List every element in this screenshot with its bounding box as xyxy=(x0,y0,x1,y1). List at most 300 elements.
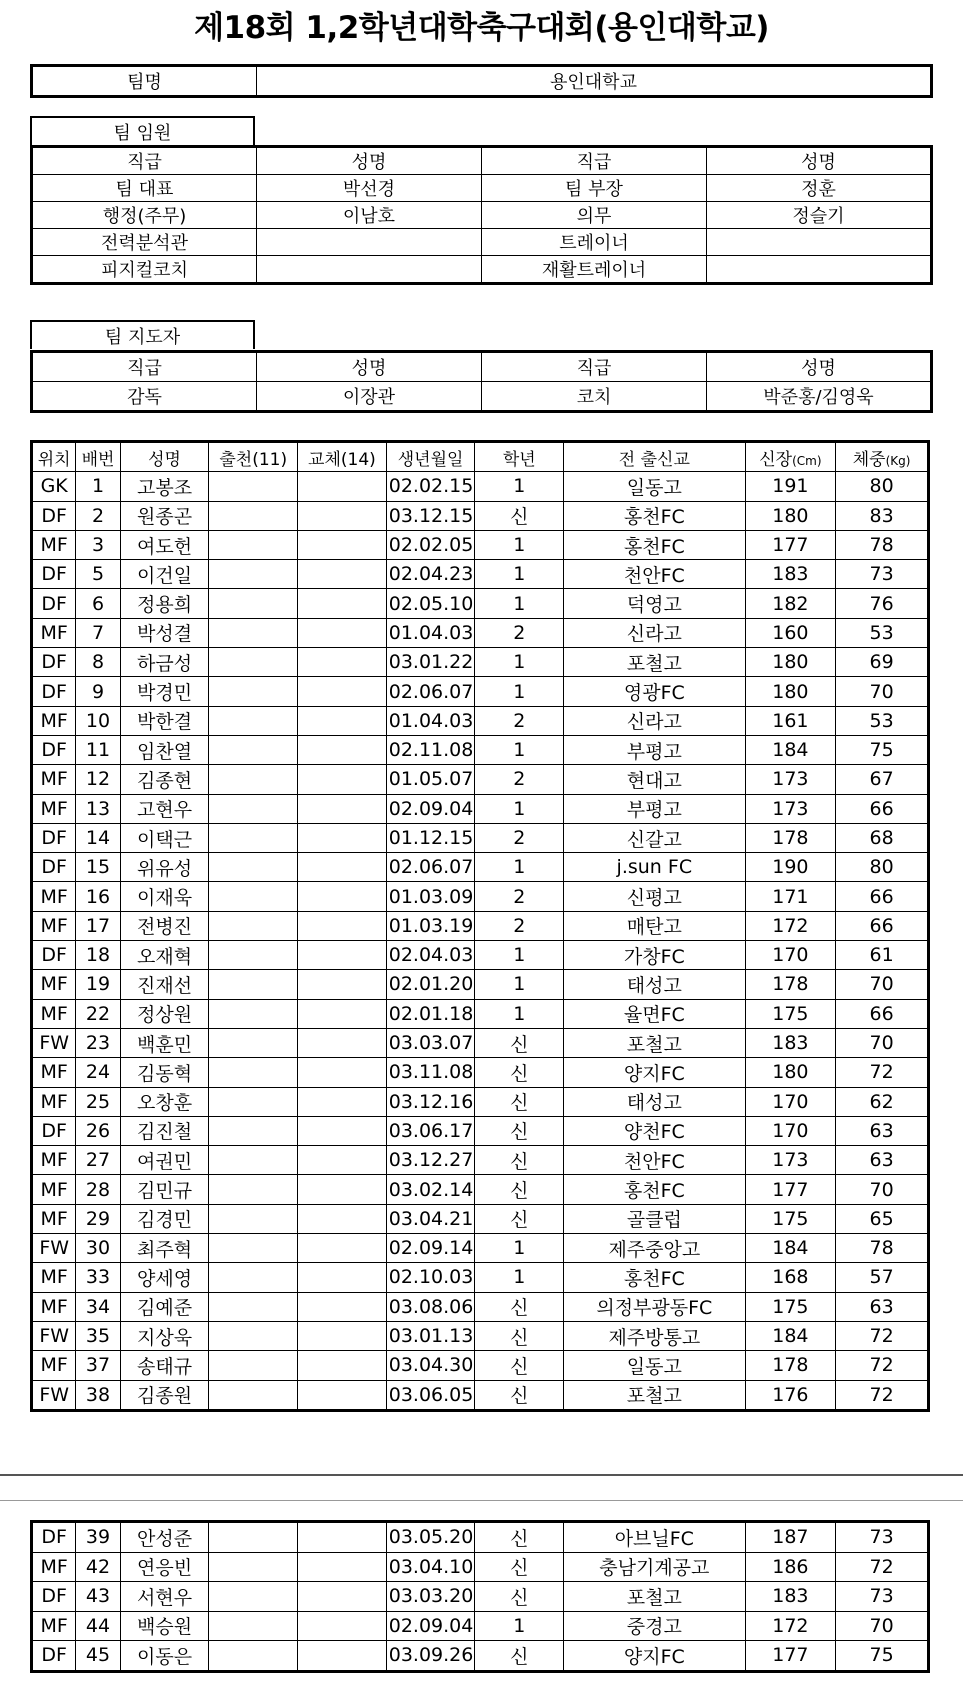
sub-cell xyxy=(298,501,387,530)
position-cell: MF xyxy=(32,1552,76,1582)
header-school: 전 출신교 xyxy=(564,442,745,472)
team-name-row xyxy=(32,66,932,97)
dob-cell: 02.02.15 xyxy=(386,472,475,501)
player-name-cell: 연응빈 xyxy=(120,1552,209,1582)
start-cell xyxy=(209,472,298,501)
grade-cell: 신 xyxy=(475,1058,564,1087)
dob-cell: 02.09.14 xyxy=(386,1234,475,1263)
rank-cell: 행정(주무) xyxy=(32,202,257,229)
rank-cell: 전력분석관 xyxy=(32,229,257,256)
grade-cell: 신 xyxy=(475,1321,564,1350)
dob-cell: 03.11.08 xyxy=(386,1058,475,1087)
staff-title-label: 팀 임원 xyxy=(31,117,254,145)
number-cell: 11 xyxy=(76,735,120,764)
player-name-cell: 임찬열 xyxy=(120,735,209,764)
number-cell: 37 xyxy=(76,1351,120,1380)
table-row xyxy=(32,706,929,735)
number-cell: 7 xyxy=(76,618,120,647)
table-row xyxy=(32,589,929,618)
sub-cell xyxy=(298,911,387,940)
dob-cell: 03.05.20 xyxy=(386,1522,475,1553)
sub-cell xyxy=(298,1582,387,1612)
player-name-cell: 양세영 xyxy=(120,1263,209,1292)
weight-cell: 70 xyxy=(836,677,929,706)
grade-cell: 2 xyxy=(475,882,564,911)
roster-table-continued xyxy=(30,1520,930,1673)
start-cell xyxy=(209,999,298,1028)
grade-cell: 신 xyxy=(475,1582,564,1612)
player-name-cell: 이건일 xyxy=(120,560,209,589)
start-cell xyxy=(209,765,298,794)
name-cell xyxy=(257,229,482,256)
name-cell: 정슬기 xyxy=(707,202,932,229)
number-cell: 5 xyxy=(76,560,120,589)
dob-cell: 02.04.03 xyxy=(386,941,475,970)
grade-cell: 1 xyxy=(475,853,564,882)
school-cell: 아브닐FC xyxy=(564,1522,745,1553)
dob-cell: 03.03.07 xyxy=(386,1028,475,1057)
rank-cell: 피지컬코치 xyxy=(32,256,257,284)
position-cell: FW xyxy=(32,1321,76,1350)
name-cell: 박선경 xyxy=(257,175,482,202)
table-row xyxy=(32,941,929,970)
table-row xyxy=(32,1175,929,1204)
dob-cell: 02.09.04 xyxy=(386,794,475,823)
number-cell: 43 xyxy=(76,1582,120,1612)
dob-cell: 02.06.07 xyxy=(386,677,475,706)
rank-cell: 의무 xyxy=(482,202,707,229)
table-row xyxy=(32,202,932,229)
start-cell xyxy=(209,1116,298,1145)
school-cell: 양천FC xyxy=(564,1116,745,1145)
school-cell: 신라고 xyxy=(564,706,745,735)
number-cell: 2 xyxy=(76,501,120,530)
height-cell: 175 xyxy=(745,1292,836,1321)
player-name-cell: 이택근 xyxy=(120,823,209,852)
weight-cell: 70 xyxy=(836,1611,929,1641)
player-name-cell: 이동은 xyxy=(120,1641,209,1672)
player-name-cell: 박한결 xyxy=(120,706,209,735)
school-cell: 천안FC xyxy=(564,1146,745,1175)
table-row xyxy=(32,677,929,706)
grade-cell: 2 xyxy=(475,618,564,647)
school-cell: j.sun FC xyxy=(564,853,745,882)
position-cell: MF xyxy=(32,530,76,559)
number-cell: 15 xyxy=(76,853,120,882)
school-cell: 제주중앙고 xyxy=(564,1234,745,1263)
table-row xyxy=(32,256,932,284)
start-cell xyxy=(209,1351,298,1380)
number-cell: 29 xyxy=(76,1204,120,1233)
school-cell: 부평고 xyxy=(564,794,745,823)
player-name-cell: 백승원 xyxy=(120,1611,209,1641)
school-cell: 양지FC xyxy=(564,1641,745,1672)
page-break-line xyxy=(0,1474,963,1476)
grade-cell: 1 xyxy=(475,472,564,501)
weight-cell: 57 xyxy=(836,1263,929,1292)
height-cell: 177 xyxy=(745,1641,836,1672)
height-cell: 173 xyxy=(745,1146,836,1175)
header-start: 출천(11) xyxy=(209,442,298,472)
rank-cell: 재활트레이너 xyxy=(482,256,707,284)
start-cell xyxy=(209,1087,298,1116)
dob-cell: 03.06.05 xyxy=(386,1380,475,1410)
rank-cell: 팀 부장 xyxy=(482,175,707,202)
header-sub: 교체(14) xyxy=(298,442,387,472)
height-cell: 160 xyxy=(745,618,836,647)
table-row xyxy=(32,970,929,999)
grade-cell: 1 xyxy=(475,677,564,706)
team-name-label: 팀명 xyxy=(32,66,257,97)
start-cell xyxy=(209,794,298,823)
height-cell: 183 xyxy=(745,560,836,589)
dob-cell: 02.11.08 xyxy=(386,735,475,764)
player-name-cell: 고현우 xyxy=(120,794,209,823)
number-cell: 9 xyxy=(76,677,120,706)
sub-cell xyxy=(298,589,387,618)
table-row xyxy=(32,735,929,764)
table-row xyxy=(32,1263,929,1292)
weight-cell: 76 xyxy=(836,589,929,618)
header-weight xyxy=(836,442,929,472)
table-row xyxy=(32,1234,929,1263)
height-cell: 184 xyxy=(745,1321,836,1350)
weight-cell: 69 xyxy=(836,648,929,677)
dob-cell: 03.04.10 xyxy=(386,1552,475,1582)
table-row xyxy=(32,1522,929,1553)
number-cell: 38 xyxy=(76,1380,120,1410)
position-cell: MF xyxy=(32,794,76,823)
name-cell xyxy=(707,229,932,256)
table-row xyxy=(32,1380,929,1410)
school-cell: 포철고 xyxy=(564,1582,745,1612)
position-cell: MF xyxy=(32,970,76,999)
player-name-cell: 박성결 xyxy=(120,618,209,647)
height-cell: 180 xyxy=(745,648,836,677)
height-cell: 171 xyxy=(745,882,836,911)
sub-cell xyxy=(298,1552,387,1582)
sub-cell xyxy=(298,1116,387,1145)
start-cell xyxy=(209,1292,298,1321)
grade-cell: 2 xyxy=(475,706,564,735)
player-name-cell: 위유성 xyxy=(120,853,209,882)
table-row xyxy=(32,530,929,559)
sub-cell xyxy=(298,618,387,647)
weight-cell: 68 xyxy=(836,823,929,852)
position-cell: MF xyxy=(32,765,76,794)
height-cell: 170 xyxy=(745,1116,836,1145)
position-cell: DF xyxy=(32,1116,76,1145)
coach-section-title xyxy=(30,320,255,349)
position-cell: DF xyxy=(32,589,76,618)
weight-cell: 73 xyxy=(836,1582,929,1612)
position-cell: MF xyxy=(32,882,76,911)
grade-cell: 1 xyxy=(475,648,564,677)
player-name-cell: 여권민 xyxy=(120,1146,209,1175)
dob-cell: 02.09.04 xyxy=(386,1611,475,1641)
height-cell: 177 xyxy=(745,530,836,559)
dob-cell: 03.12.15 xyxy=(386,501,475,530)
table-row xyxy=(32,1321,929,1350)
position-cell: MF xyxy=(32,1146,76,1175)
player-name-cell: 김종현 xyxy=(120,765,209,794)
coach-header-cell: 성명 xyxy=(707,352,932,382)
height-cell: 178 xyxy=(745,1351,836,1380)
position-cell: MF xyxy=(32,1175,76,1204)
school-cell: 홍천FC xyxy=(564,1263,745,1292)
school-cell: 덕영고 xyxy=(564,589,745,618)
staff-table xyxy=(30,145,933,285)
school-cell: 신갈고 xyxy=(564,823,745,852)
grade-cell: 신 xyxy=(475,1204,564,1233)
weight-cell: 72 xyxy=(836,1351,929,1380)
height-cell: 173 xyxy=(745,765,836,794)
start-cell xyxy=(209,1582,298,1612)
school-cell: 신평고 xyxy=(564,882,745,911)
table-row xyxy=(32,648,929,677)
table-row xyxy=(32,1058,929,1087)
height-cell: 161 xyxy=(745,706,836,735)
name-cell xyxy=(707,256,932,284)
sub-cell xyxy=(298,472,387,501)
school-cell: 태성고 xyxy=(564,970,745,999)
position-cell: MF xyxy=(32,706,76,735)
position-cell: DF xyxy=(32,648,76,677)
dob-cell: 03.06.17 xyxy=(386,1116,475,1145)
grade-cell: 신 xyxy=(475,1175,564,1204)
number-cell: 12 xyxy=(76,765,120,794)
weight-cell: 72 xyxy=(836,1321,929,1350)
school-cell: 현대고 xyxy=(564,765,745,794)
table-row xyxy=(32,1351,929,1380)
grade-cell: 신 xyxy=(475,1028,564,1057)
sub-cell xyxy=(298,1204,387,1233)
weight-cell: 62 xyxy=(836,1087,929,1116)
rank-cell: 감독 xyxy=(32,382,257,412)
height-cell: 191 xyxy=(745,472,836,501)
sub-cell xyxy=(298,765,387,794)
team-name-value: 용인대학교 xyxy=(257,66,932,97)
height-cell: 170 xyxy=(745,1087,836,1116)
sub-cell xyxy=(298,530,387,559)
name-cell: 이남호 xyxy=(257,202,482,229)
position-cell: DF xyxy=(32,853,76,882)
start-cell xyxy=(209,735,298,764)
number-cell: 44 xyxy=(76,1611,120,1641)
position-cell: DF xyxy=(32,677,76,706)
rank-cell: 코치 xyxy=(482,382,707,412)
school-cell: 홍천FC xyxy=(564,501,745,530)
sub-cell xyxy=(298,882,387,911)
weight-cell: 80 xyxy=(836,472,929,501)
school-cell: 부평고 xyxy=(564,735,745,764)
grade-cell: 1 xyxy=(475,1611,564,1641)
start-cell xyxy=(209,941,298,970)
player-name-cell: 안성준 xyxy=(120,1522,209,1553)
grade-cell: 신 xyxy=(475,1116,564,1145)
header-weight-label: 체중 xyxy=(852,449,886,470)
header-position: 위치 xyxy=(32,442,76,472)
table-row xyxy=(32,472,929,501)
number-cell: 8 xyxy=(76,648,120,677)
sub-cell xyxy=(298,1611,387,1641)
team-name-table xyxy=(30,64,933,98)
player-name-cell: 김예준 xyxy=(120,1292,209,1321)
position-cell: MF xyxy=(32,618,76,647)
height-cell: 175 xyxy=(745,999,836,1028)
height-cell: 184 xyxy=(745,735,836,764)
height-cell: 184 xyxy=(745,1234,836,1263)
height-cell: 187 xyxy=(745,1522,836,1553)
position-cell: DF xyxy=(32,1582,76,1612)
dob-cell: 02.01.18 xyxy=(386,999,475,1028)
weight-cell: 70 xyxy=(836,1175,929,1204)
height-cell: 172 xyxy=(745,1611,836,1641)
rank-cell: 트레이너 xyxy=(482,229,707,256)
school-cell: 태성고 xyxy=(564,1087,745,1116)
weight-cell: 70 xyxy=(836,970,929,999)
sub-cell xyxy=(298,823,387,852)
number-cell: 39 xyxy=(76,1522,120,1553)
position-cell: MF xyxy=(32,911,76,940)
sub-cell xyxy=(298,1522,387,1553)
player-name-cell: 최주혁 xyxy=(120,1234,209,1263)
header-height xyxy=(745,442,836,472)
school-cell: 가창FC xyxy=(564,941,745,970)
player-name-cell: 고봉조 xyxy=(120,472,209,501)
dob-cell: 03.12.27 xyxy=(386,1146,475,1175)
start-cell xyxy=(209,706,298,735)
weight-cell: 65 xyxy=(836,1204,929,1233)
page-break-line xyxy=(0,1500,963,1501)
sub-cell xyxy=(298,1380,387,1410)
number-cell: 45 xyxy=(76,1641,120,1672)
weight-cell: 63 xyxy=(836,1116,929,1145)
table-row xyxy=(32,1582,929,1612)
grade-cell: 1 xyxy=(475,1234,564,1263)
table-row xyxy=(32,1641,929,1672)
header-number: 배번 xyxy=(76,442,120,472)
height-cell: 180 xyxy=(745,1058,836,1087)
number-cell: 42 xyxy=(76,1552,120,1582)
height-cell: 172 xyxy=(745,911,836,940)
weight-cell: 66 xyxy=(836,794,929,823)
dob-cell: 03.03.20 xyxy=(386,1582,475,1612)
position-cell: MF xyxy=(32,1292,76,1321)
player-name-cell: 김종원 xyxy=(120,1380,209,1410)
player-name-cell: 원종곤 xyxy=(120,501,209,530)
weight-cell: 63 xyxy=(836,1292,929,1321)
start-cell xyxy=(209,1204,298,1233)
school-cell: 골클럽 xyxy=(564,1204,745,1233)
player-name-cell: 김진철 xyxy=(120,1116,209,1145)
header-name: 성명 xyxy=(120,442,209,472)
player-name-cell: 서현우 xyxy=(120,1582,209,1612)
sub-cell xyxy=(298,560,387,589)
position-cell: MF xyxy=(32,1263,76,1292)
sub-cell xyxy=(298,794,387,823)
player-name-cell: 이재욱 xyxy=(120,882,209,911)
start-cell xyxy=(209,1380,298,1410)
number-cell: 33 xyxy=(76,1263,120,1292)
position-cell: GK xyxy=(32,472,76,501)
grade-cell: 1 xyxy=(475,999,564,1028)
number-cell: 30 xyxy=(76,1234,120,1263)
start-cell xyxy=(209,853,298,882)
dob-cell: 01.04.03 xyxy=(386,618,475,647)
dob-cell: 01.03.19 xyxy=(386,911,475,940)
height-cell: 177 xyxy=(745,1175,836,1204)
weight-cell: 72 xyxy=(836,1552,929,1582)
position-cell: DF xyxy=(32,823,76,852)
number-cell: 26 xyxy=(76,1116,120,1145)
player-name-cell: 정용희 xyxy=(120,589,209,618)
height-cell: 190 xyxy=(745,853,836,882)
weight-cell: 73 xyxy=(836,1522,929,1553)
school-cell: 일동고 xyxy=(564,1351,745,1380)
position-cell: MF xyxy=(32,1087,76,1116)
start-cell xyxy=(209,970,298,999)
start-cell xyxy=(209,1028,298,1057)
dob-cell: 03.04.21 xyxy=(386,1204,475,1233)
position-cell: DF xyxy=(32,501,76,530)
coach-title-label: 팀 지도자 xyxy=(31,321,254,349)
start-cell xyxy=(209,1234,298,1263)
sub-cell xyxy=(298,1058,387,1087)
sub-cell xyxy=(298,1321,387,1350)
position-cell: DF xyxy=(32,941,76,970)
number-cell: 10 xyxy=(76,706,120,735)
weight-cell: 66 xyxy=(836,911,929,940)
start-cell xyxy=(209,648,298,677)
grade-cell: 신 xyxy=(475,1641,564,1672)
grade-cell: 1 xyxy=(475,970,564,999)
table-row xyxy=(32,823,929,852)
dob-cell: 03.02.14 xyxy=(386,1175,475,1204)
height-cell: 168 xyxy=(745,1263,836,1292)
weight-cell: 83 xyxy=(836,501,929,530)
position-cell: MF xyxy=(32,1058,76,1087)
position-cell: DF xyxy=(32,735,76,764)
sub-cell xyxy=(298,706,387,735)
dob-cell: 03.12.16 xyxy=(386,1087,475,1116)
table-row xyxy=(32,882,929,911)
table-row xyxy=(32,1552,929,1582)
school-cell: 홍천FC xyxy=(564,530,745,559)
weight-cell: 80 xyxy=(836,853,929,882)
number-cell: 18 xyxy=(76,941,120,970)
school-cell: 포철고 xyxy=(564,648,745,677)
weight-cell: 73 xyxy=(836,560,929,589)
header-height-unit: (Cm) xyxy=(792,453,822,468)
staff-section-title xyxy=(30,116,255,145)
name-cell: 이장관 xyxy=(257,382,482,412)
sub-cell xyxy=(298,1175,387,1204)
dob-cell: 02.01.20 xyxy=(386,970,475,999)
table-row xyxy=(32,911,929,940)
player-name-cell: 오재혁 xyxy=(120,941,209,970)
height-cell: 183 xyxy=(745,1582,836,1612)
start-cell xyxy=(209,1263,298,1292)
grade-cell: 신 xyxy=(475,1522,564,1553)
start-cell xyxy=(209,882,298,911)
table-row xyxy=(32,175,932,202)
sub-cell xyxy=(298,970,387,999)
player-name-cell: 백훈민 xyxy=(120,1028,209,1057)
position-cell: MF xyxy=(32,1204,76,1233)
school-cell: 중경고 xyxy=(564,1611,745,1641)
start-cell xyxy=(209,911,298,940)
